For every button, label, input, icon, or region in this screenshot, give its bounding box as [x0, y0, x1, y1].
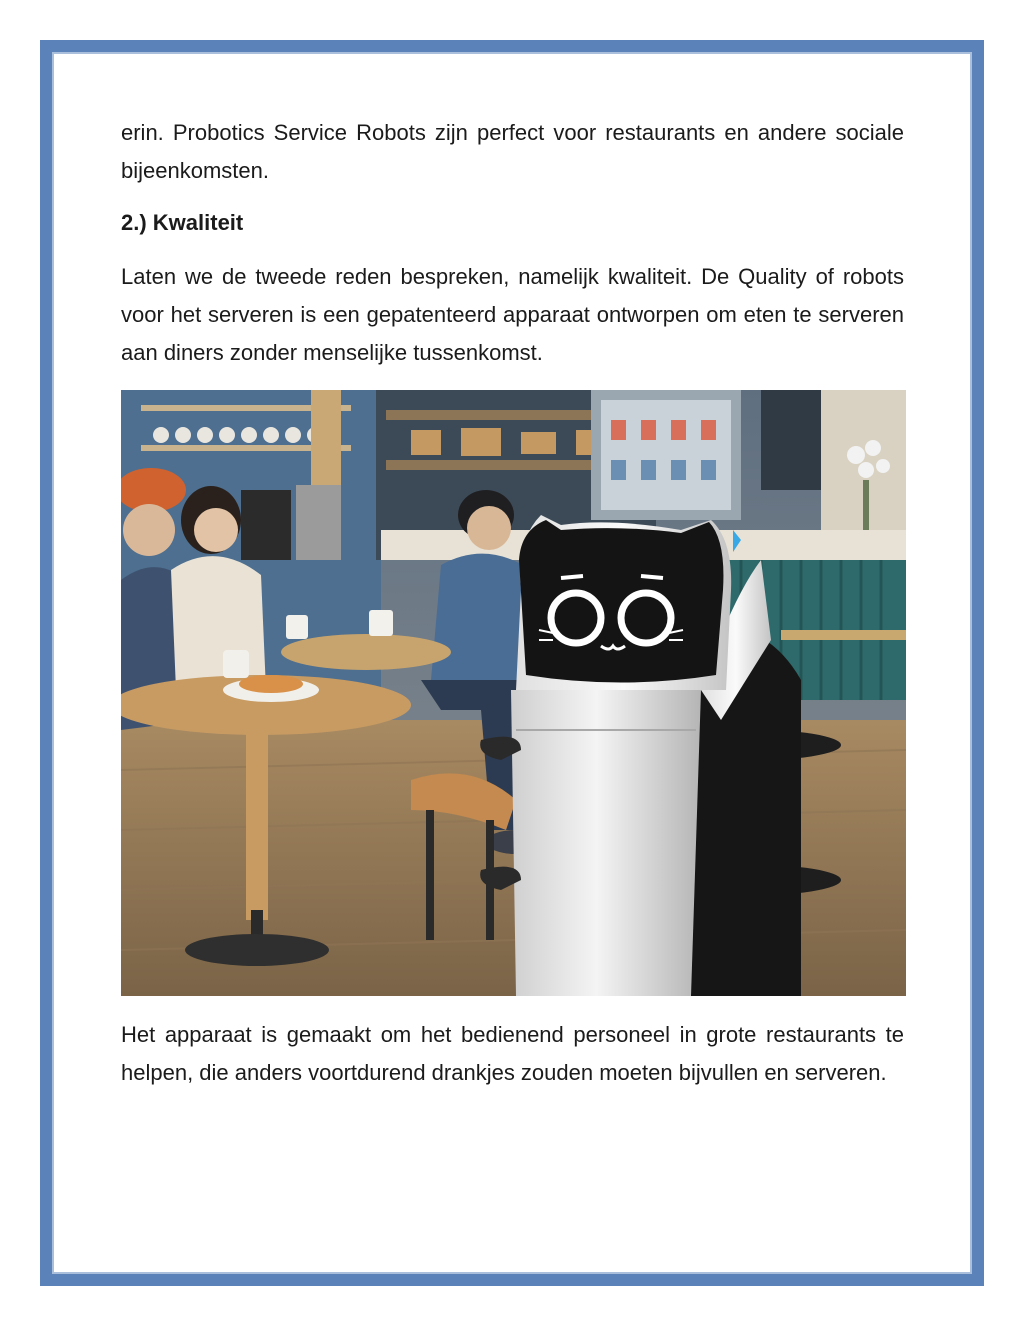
section-heading-quality: 2.) Kwaliteit [121, 210, 244, 235]
paragraph-device-purpose: Het apparaat is gemaakt om het bedienend personeel in grote restaurants te helpen, die anders voortdurend drankjes zouden moeten bijvullen en serveren. [121, 1022, 904, 1085]
paragraph-quality: Laten we de tweede reden bespreken, namelijk kwaliteit. De Quality of robots voor het serveren is een gepatenteerd apparaat ontworpen om eten te serveren aan diners zonder menselijke tussenkomst. [121, 264, 904, 365]
robot-cafe-photo [121, 390, 906, 996]
document-body [121, 114, 904, 1092]
paragraph-intro: erin. Probotics Service Robots zijn perfect voor restaurants en andere sociale bijeenkomsten. [121, 120, 904, 183]
